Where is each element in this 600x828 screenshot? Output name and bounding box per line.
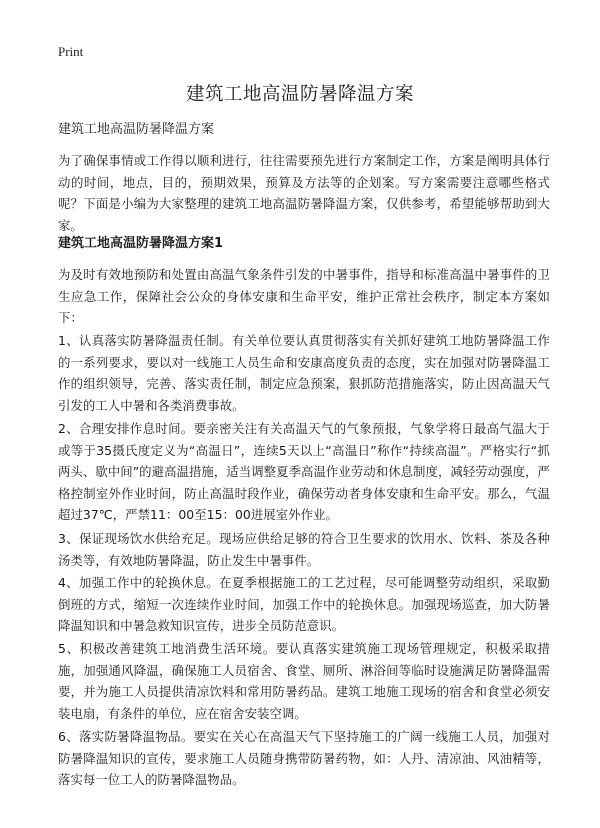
paragraph-item-1: 1、认真落实防暑降温责任制。有关单位要认真贯彻落实有关抓好建筑工地防暑降温工作的一系列要求，要以对一线施工人员生命和安康高度负责的态度，实在加强对防暑降温工作的组织领导，完善、落实责任制，制定应急预案，狠抓防范措施落实，防止因高温天气引发的工人中暑和各类消费事故。 bbox=[58, 333, 550, 413]
page-title: 建筑工地高温防暑降温方案 bbox=[185, 84, 414, 105]
paragraph-item-5: 5、积极改善建筑工地消费生活环境。要认真落实建筑施工现场管理规定，积极采取措施，加强通风降温，确保施工人员宿舍、食堂、厕所、淋浴间等临时设施满足防暑降温需要，并为施工人员提供清凉饮料和常用防暑药品。建筑工地施工现场的宿舍和食堂必须安装电扇，有条件的单位，应在宿舍安装空调。 bbox=[58, 641, 550, 721]
paragraph-item-6: 6、落实防暑降温物品。要实在关心在高温天气下坚持施工的广阔一线施工人员，加强对防暑降温知识的宣传，要求施工人员随身携带防暑药物，如：人丹、清凉油、风油精等，落实每一位工人的防暑降温物品。 bbox=[58, 729, 550, 787]
paragraph-item-2: 2、合理安排作息时间。要亲密关注有关高温天气的气象预报，气象学将日最高气温大于或等于35摄氏度定义为“高温日”，连续5天以上“高温日”称作“持续高温”。严格实行“抓两头、歇中间”的避高温措施，适当调整夏季高温作业劳动和休息制度，减轻劳动强度，严格控制室外作业时间，防止高温时段作业，确保劳动者身体安康和生命平安。那么，气温超过37℃，严禁11：00至15：00进展室外作业。 bbox=[58, 421, 550, 522]
paragraph-item-3: 3、保证现场饮水供给充足。现场应供给足够的符合卫生要求的饮用水、饮料、茶及各种汤类等，有效地防暑降温，防止发生中暑事件。 bbox=[58, 531, 550, 568]
print-link[interactable]: Print bbox=[58, 44, 84, 59]
intro-paragraph: 为了确保事情或工作得以顺利进行，往往需要预先进行方案制定工作，方案是阐明具体行动的时间，地点，目的，预期效果，预算及方法等的企划案。写方案需要注意哪些格式呢？下面是小编为大家整理的建筑工地高温防暑降温方案，仅供参考，希望能够帮助到大家。 bbox=[58, 153, 550, 233]
section-heading: 建筑工地高温防暑降温方案1 bbox=[58, 236, 224, 251]
paragraph-preamble: 为及时有效地预防和处置由高温气象条件引发的中暑事件，指导和标准高温中暑事件的卫生应急工作，保障社会公众的身体安康和生命平安，维护正常社会秩序，制定本方案如下： bbox=[58, 267, 550, 325]
paragraph-item-4: 4、加强工作中的轮换休息。在夏季根据施工的工艺过程，尽可能调整劳动组织，采取勤倒班的方式，缩短一次连续作业时间，加强工作中的轮换休息。加强现场巡查，加大防暑降温知识和中暑急救知识宣传，进步全员防范意识。 bbox=[58, 575, 550, 633]
document-subtitle: 建筑工地高温防暑降温方案 bbox=[58, 122, 215, 137]
